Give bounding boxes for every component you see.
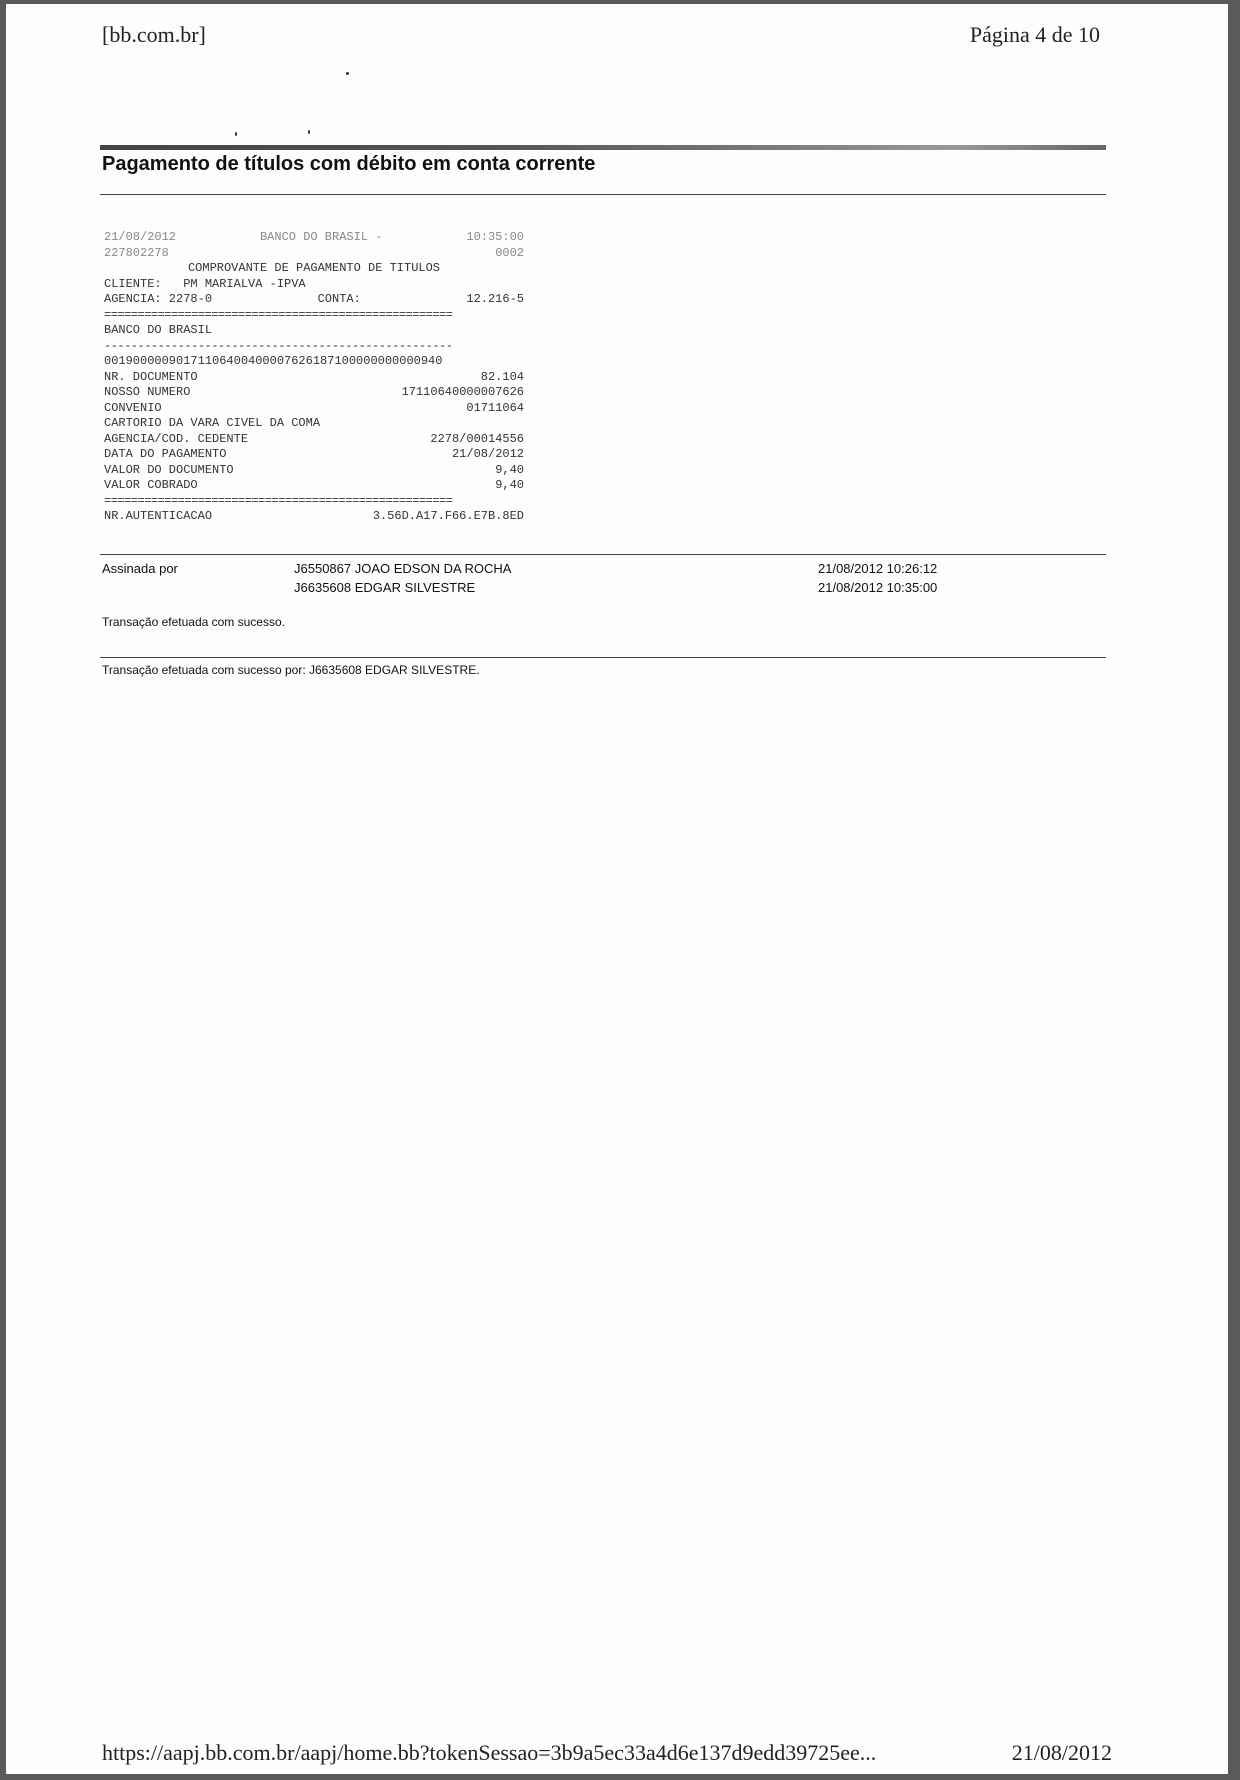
title-divider <box>100 194 1106 195</box>
receipt-bank: BANCO DO BRASIL <box>104 323 213 337</box>
signer-datetime: 21/08/2012 10:35:00 <box>818 580 938 595</box>
receipt-line: 21/08/2012 BANCO DO BRASIL - 10:35:00 <box>104 230 524 244</box>
scan-speck <box>308 130 310 134</box>
payment-receipt <box>104 230 524 525</box>
receipt-row: NOSSO NUMERO 17110640000007626 <box>104 385 524 399</box>
receipt-heading: COMPROVANTE DE PAGAMENTO DE TITULOS <box>187 261 441 275</box>
receipt-separator: ==================================================== <box>104 493 453 508</box>
site-header: [bb.com.br] <box>102 22 206 47</box>
receipt-line: 227802278 0002 <box>104 245 524 260</box>
receipt-row: VALOR DO DOCUMENTO 9,40 <box>104 462 524 477</box>
receipt-row: CARTORIO DA VARA CIVEL DA COMA <box>104 416 321 430</box>
receipt-rows <box>104 370 524 494</box>
section-bar <box>100 145 1106 150</box>
receipt-client: CLIENTE: PM MARIALVA -IPVA <box>104 276 306 291</box>
page-counter: Página 4 de 10 <box>969 22 1100 47</box>
signer-name: J6635608 EDGAR SILVESTRE <box>294 580 476 595</box>
transaction-status: Transação efetuada com sucesso. <box>102 615 285 629</box>
receipt-account: AGENCIA: 2278-0 CONTA: 12.216-5 <box>104 292 524 306</box>
signed-by-label: Assinada por <box>102 561 178 576</box>
signatures-divider <box>100 554 1106 555</box>
receipt-separator: ---------------------------------------------------- <box>104 338 453 353</box>
signer-datetime: 21/08/2012 10:26:12 <box>818 561 938 576</box>
footer-date: 21/08/2012 <box>1011 1740 1112 1765</box>
transaction-status-by: Transação efetuada com sucesso por: J6635608 EDGAR SILVESTRE. <box>102 663 480 677</box>
page-title: Pagamento de títulos com débito em conta corrente <box>102 153 596 175</box>
receipt-row: DATA DO PAGAMENTO 21/08/2012 <box>104 447 524 461</box>
receipt-row: AGENCIA/COD. CEDENTE 2278/00014556 <box>104 431 524 446</box>
receipt-row: CONVENIO 01711064 <box>104 400 524 415</box>
receipt-separator: ==================================================== <box>104 307 453 322</box>
page-footer <box>102 1740 1112 1766</box>
scan-speck <box>346 72 349 75</box>
status-divider <box>100 657 1106 658</box>
receipt-row: VALOR COBRADO 9,40 <box>104 478 524 492</box>
signer-name: J6550867 JOAO EDSON DA ROCHA <box>294 561 512 576</box>
scan-speck <box>235 132 237 136</box>
receipt-row: NR. DOCUMENTO 82.104 <box>104 369 524 384</box>
receipt-barcode: 00190000090171106400400007626187100000000000940 <box>104 354 443 368</box>
receipt-authentication: NR.AUTENTICACAO 3.56D.A17.F66.E7B.8ED <box>104 509 524 523</box>
scanned-page <box>6 4 1228 1774</box>
footer-url: https://aapj.bb.com.br/aapj/home.bb?tokenSessao=3b9a5ec33a4d6e137d9edd39725ee... <box>102 1740 877 1765</box>
